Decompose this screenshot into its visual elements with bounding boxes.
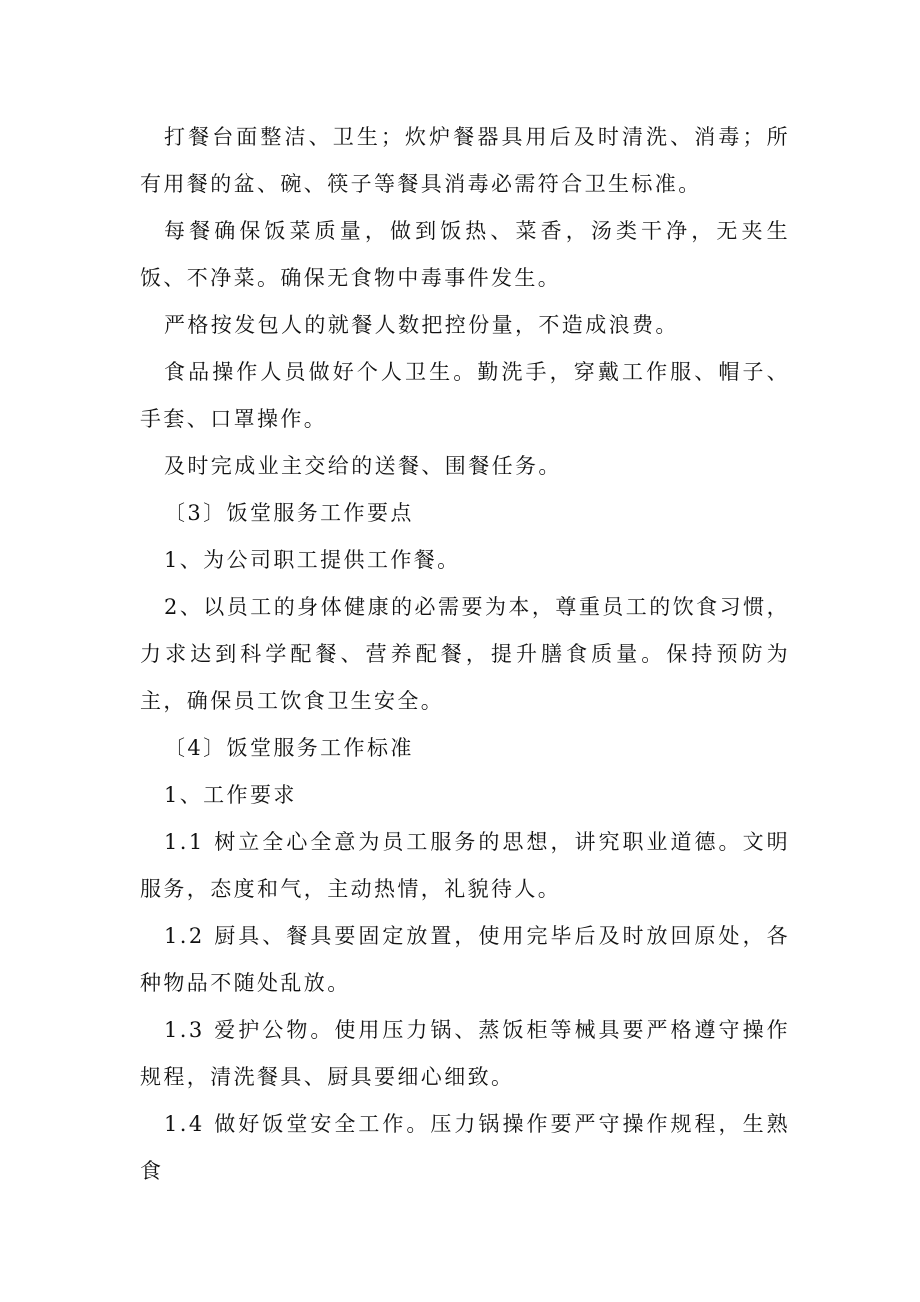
paragraph-requirement-1-1: 1.1 树立全心全意为员工服务的思想，讲究职业道德。文明服务，态度和气，主动热情，礼貌待人。 bbox=[140, 830, 790, 901]
subheading-work-requirements: 1、工作要求 bbox=[164, 783, 297, 807]
paragraph-requirement-1-2: 1.2 厨具、餐具要固定放置，使用完毕后及时放回原处，各种物品不随处乱放。 bbox=[140, 924, 790, 995]
paragraph-meal-quality: 每餐确保饭菜质量，做到饭热、菜香，汤类干净，无夹生饭、不净菜。确保无食物中毒事件发生。 bbox=[140, 219, 790, 290]
paragraph-point-1: 1、为公司职工提供工作餐。 bbox=[164, 548, 461, 572]
paragraph-tableware-hygiene: 打餐台面整洁、卫生；炊炉餐器具用后及时清洗、消毒；所有用餐的盆、碗、筷子等餐具消毒必需符合卫生标准。 bbox=[140, 125, 790, 196]
paragraph-requirement-1-3: 1.3 爱护公物。使用压力锅、蒸饭柜等械具要严格遵守操作规程，清洗餐具、厨具要细心细致。 bbox=[140, 1018, 790, 1089]
paragraph-delivery-tasks: 及时完成业主交给的送餐、围餐任务。 bbox=[164, 454, 562, 478]
document-page bbox=[140, 114, 790, 1195]
heading-service-key-points: 〔3〕饭堂服务工作要点 bbox=[164, 501, 414, 525]
heading-service-standards: 〔4〕饭堂服务工作标准 bbox=[164, 736, 414, 760]
paragraph-requirement-1-4: 1.4 做好饭堂安全工作。压力锅操作要严守操作规程，生熟食 bbox=[140, 1112, 790, 1183]
paragraph-point-2: 2、以员工的身体健康的必需要为本，尊重员工的饮食习惯，力求达到科学配餐、营养配餐，提升膳食质量。保持预防为主，确保员工饮食卫生安全。 bbox=[140, 595, 790, 713]
paragraph-portion-control: 严格按发包人的就餐人数把控份量，不造成浪费。 bbox=[164, 313, 679, 337]
paragraph-personal-hygiene: 食品操作人员做好个人卫生。勤洗手，穿戴工作服、帽子、手套、口罩操作。 bbox=[140, 360, 790, 431]
